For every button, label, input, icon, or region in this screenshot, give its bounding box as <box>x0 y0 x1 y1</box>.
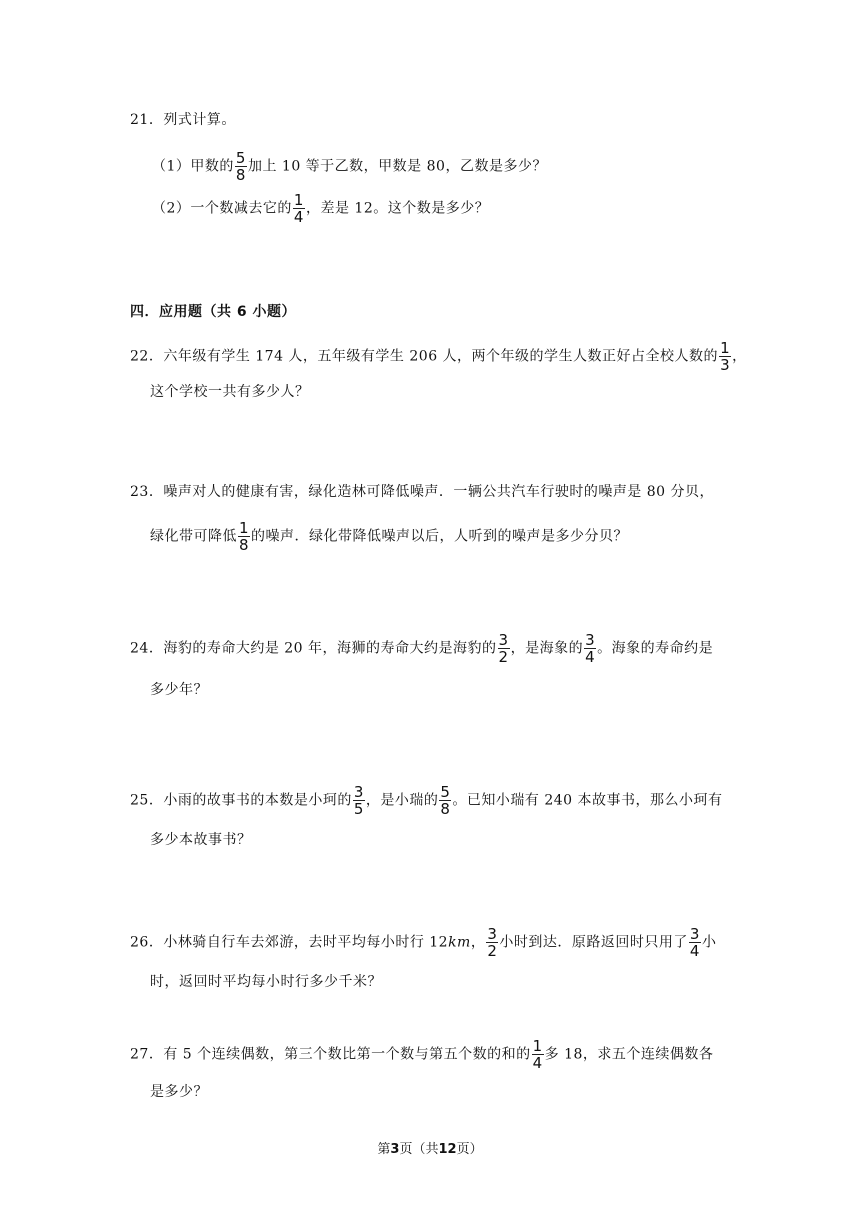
section-title: 四．应用题（共 6 小题） <box>130 304 296 320</box>
fraction: $\frac{1}{4}$ <box>293 191 304 226</box>
q21-part2: （2）一个数减去它的 $\frac{1}{4}$ ，差是 12。这个数是多少？ <box>152 191 490 226</box>
fraction: $\frac{1}{4}$ <box>532 1037 543 1072</box>
q21-title: 21．列式计算。 <box>130 112 236 128</box>
fraction: $\frac{5}{8}$ <box>235 149 246 184</box>
q25-line1: 25．小雨的故事书的本数是小珂的 $\frac{3}{5}$ ，是小瑞的 $\frac{5}{8}$ 。已知小瑞有 240 本故事书，那么小珂有 <box>130 783 723 818</box>
fraction: $\frac{5}{8}$ <box>440 783 451 818</box>
q24-line1: 24．海豹的寿命大约是 20 年，海狮的寿命大约是海豹的 $\frac{3}{2}$ ，是海象的 $\frac{3}{4}$ 。海象的寿命约是 <box>130 631 714 666</box>
page-number: 3 <box>390 1142 400 1157</box>
fraction: $\frac{1}{3}$ <box>720 339 731 374</box>
q26-line1: 26．小林骑自行车去郊游，去时平均每小时行 12km， $\frac{3}{2}$ 小时到达．原路返回时只用了 $\frac{3}{4}$ 小 <box>130 925 717 960</box>
q22-line2: 这个学校一共有多少人？ <box>150 384 310 400</box>
fraction: $\frac{1}{8}$ <box>239 519 250 554</box>
fraction: $\frac{3}{4}$ <box>585 631 596 666</box>
q23-line2: 绿化带可降低 $\frac{1}{8}$ 的噪声．绿化带降低噪声以后，人听到的噪声是多少分贝？ <box>150 519 629 554</box>
q27-line1: 27．有 5 个连续偶数，第三个数比第一个数与第五个数的和的 $\frac{1}{4}$ 多 18，求五个连续偶数各 <box>130 1037 714 1072</box>
q23-line1: 23．噪声对人的健康有害，绿化造林可降低噪声．一辆公共汽车行驶时的噪声是 80 分贝， <box>130 484 715 500</box>
page-footer: 第3页（共12页） <box>377 1142 483 1157</box>
q26-line2: 时，返回时平均每小时行多少千米？ <box>150 974 382 990</box>
q24-line2: 多少年？ <box>150 682 208 698</box>
page-total: 12 <box>438 1142 457 1157</box>
q21-part1: （1）甲数的 $\frac{5}{8}$ 加上 10 等于乙数，甲数是 80，乙数是多少？ <box>152 149 547 184</box>
q22-line1: 22．六年级有学生 174 人，五年级有学生 206 人，两个年级的学生人数正好占全校人数的 $\frac{1}{3}$ ， <box>130 339 747 374</box>
fraction: $\frac{3}{2}$ <box>487 925 498 960</box>
fraction: $\frac{3}{5}$ <box>353 783 364 818</box>
fraction: $\frac{3}{4}$ <box>689 925 700 960</box>
q27-line2: 是多少？ <box>150 1084 208 1100</box>
fraction: $\frac{3}{2}$ <box>498 631 509 666</box>
q25-line2: 多少本故事书？ <box>150 832 252 848</box>
